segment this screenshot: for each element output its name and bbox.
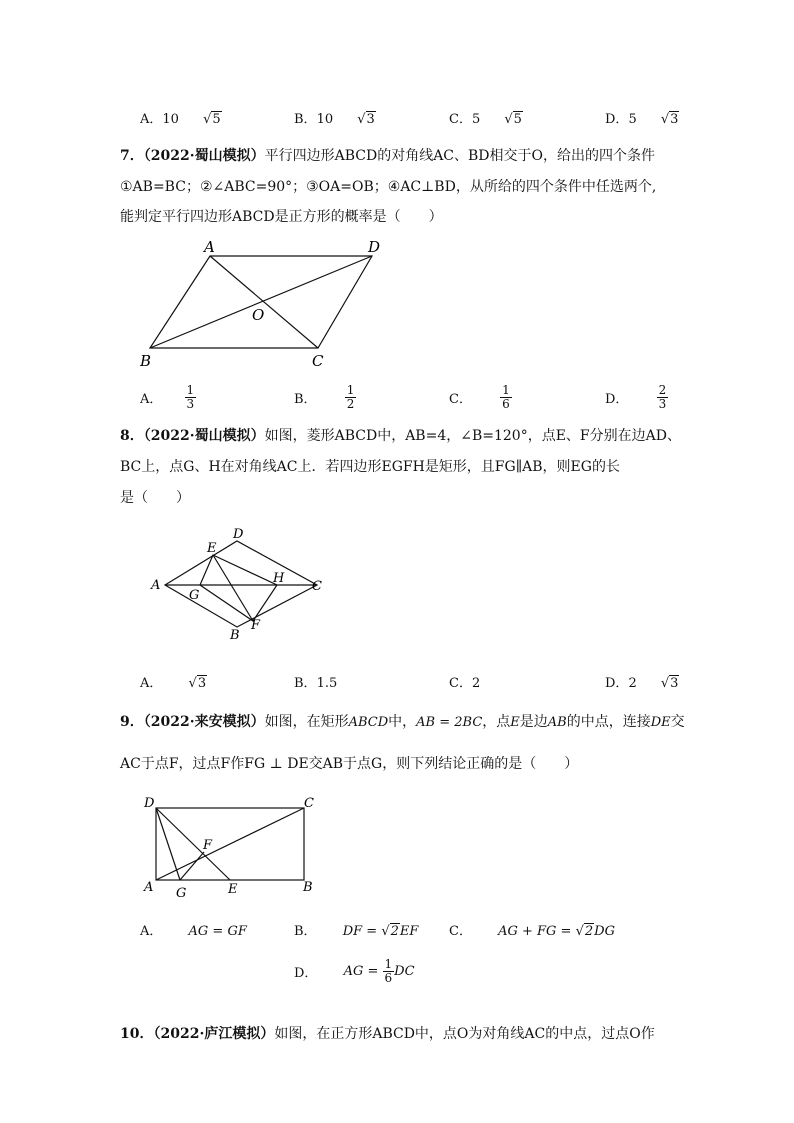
q9-option-c: C． AG + FG = √2DG (449, 924, 615, 939)
q7-label-b: B (140, 352, 152, 370)
q7-option-c: C． $\frac{1}{6}$ (449, 383, 510, 411)
q8-label-f: F (251, 618, 261, 633)
q9-option-d: D． AG = $\frac{1}{6}$ DC (294, 957, 415, 985)
q7-number: 7． (120, 148, 144, 164)
q7-option-d: D． $\frac{2}{3}$ (605, 383, 667, 411)
q9-label-b: B (303, 880, 313, 895)
q8-source: （2022·蜀山模拟） (143, 428, 265, 444)
q9-source: （2022·来安模拟） (143, 714, 265, 730)
q7-source: （2022·蜀山模拟） (143, 148, 265, 164)
q6-option-a: A．10 √5 (140, 112, 221, 127)
q7-label-a: A (204, 238, 215, 256)
q8-option-a: A． √3 (140, 676, 207, 691)
q8-line1: 8．（2022·蜀山模拟）如图，菱形ABCD中，AB=4，∠B=120°，点E、F分别在边AD、 (120, 428, 681, 444)
q9-label-f: F (203, 838, 213, 853)
q9-label-a: A (144, 880, 154, 895)
q9-line1: 9．（2022·来安模拟）如图，在矩形ABCD中，AB = 2BC，点E是边AB的中点，连接DE交 (120, 714, 685, 730)
q9-option-b: B． DF = √2EF (294, 924, 419, 939)
q8-label-h: H (273, 571, 285, 586)
q7-option-a: A． $\frac{1}{3}$ (140, 383, 195, 411)
q9-label-g: G (176, 886, 187, 901)
q8-label-b: B (230, 628, 240, 643)
q7-line3: 能判定平行四边形ABCD是正方形的概率是（ ） (120, 209, 443, 225)
q6-option-d: D．5 √3 (605, 112, 679, 127)
q7-line2: ①AB=BC；②∠ABC=90°；③OA=OB；④AC⊥BD，从所给的四个条件中任选两个, (120, 179, 657, 195)
q9-number: 9． (120, 714, 144, 730)
q9-option-a: A． AG = GF (140, 924, 247, 939)
q7-label-c: C (312, 352, 324, 370)
q8-figure (145, 525, 335, 645)
q8-line3: 是（ ） (120, 490, 190, 506)
q8-option-c: C．2 (449, 676, 481, 691)
q8-line2: BC上，点G、H在对角线AC上．若四边形EGFH是矩形，且FG∥AB，则EG的长 (120, 459, 620, 475)
q9-label-c: C (304, 796, 314, 811)
q9-line2: AC于点F，过点F作FG ⊥ DE交AB于点G，则下列结论正确的是（ ） (120, 756, 579, 772)
q8-label-e: E (207, 541, 217, 556)
q7-line1: 7．（2022·蜀山模拟）平行四边形ABCD的对角线AC、BD相交于O，给出的四个条件 (120, 148, 655, 164)
q7-label-o: O (252, 306, 265, 324)
q8-label-g: G (189, 588, 200, 603)
q8-number: 8． (120, 428, 144, 444)
q10-line1: 10．（2022·庐江模拟）如图，在正方形ABCD中，点O为对角线AC的中点，过点O作 (120, 1026, 655, 1042)
q7-label-d: D (368, 238, 381, 256)
q6-option-c: C．5 √5 (449, 112, 522, 127)
q10-number: 10． (120, 1026, 154, 1042)
q8-label-c: C (312, 579, 322, 594)
q8-label-d: D (233, 527, 244, 542)
q9-label-d: D (144, 796, 155, 811)
q7-option-b: B． $\frac{1}{2}$ (294, 383, 355, 411)
q10-source: （2022·庐江模拟） (153, 1026, 275, 1042)
q8-label-a: A (151, 578, 161, 593)
q6-option-b: B．10 √3 (294, 112, 375, 127)
q9-figure (140, 793, 325, 903)
q8-option-b: B．1.5 (294, 676, 338, 691)
q9-label-e: E (228, 882, 238, 897)
q7-figure (130, 236, 400, 376)
q8-option-d: D．2 √3 (605, 676, 679, 691)
